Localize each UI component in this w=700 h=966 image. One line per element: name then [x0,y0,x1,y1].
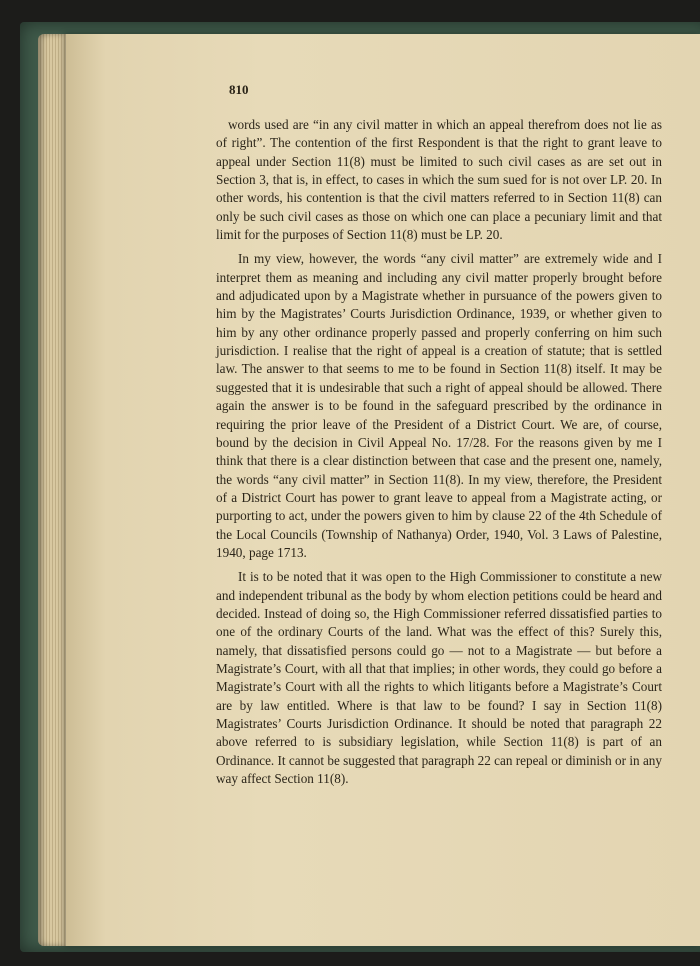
paragraph-1: words used are “in any civil matter in which an appeal therefrom does not lie as of right”. The contention of the first Respondent is that the right to grant leave to appeal under Section 11(8) must be limited to such civil cases as are set out in Section 3, that is, in effect, to cases in which the sum sued for is not over LP. 20. In other words, his contention is that the civil matters referred to in Section 11(8) can only be such civil cases as those on which one can place a pecuniary limit and that limit for the purposes of Section 11(8) must be LP. 20. [216,117,662,243]
page-number: 810 [229,82,249,97]
paragraph-2: In my view, however, the words “any civil matter” are extremely wide and I interpret them as meaning and including any civil matter properly brought before and adjudicated upon by a Magistrate whether in pursuance of the powers given to him by the Magistrates’ Courts Jurisdiction Ordinance, 1939, or whether given to him by any other ordinance properly passed and properly conferring on him such jurisdiction. I realise that the right of appeal is a creation of statute; that is settled law. The answer to that seems to me to be found in Section 11(8) itself. It may be suggested that it is undesirable that such a right of appeal should be allowed. There again the answer is to be found in the safeguard prescribed by the ordinance in requiring the prior leave of the President of a District Court. We are, of course, bound by the decision in Civil Appeal No. 17/28. For the reasons given by me I think that there is a clear distinction between that case and the present one, namely, the words “any civil matter” in Section 11(8). In my view, therefore, the President of a District Court has power to grant leave to appeal from a Magistrate acting, or purporting to act, under the powers given to him by clause 22 of the 4th Schedule of the Local Councils (Township of Nathanya) Order, 1940, Vol. 3 Laws of Palestine, 1940, page 1713. [216,251,662,560]
text-body [216,116,662,794]
paragraph-3: It is to be noted that it was open to the High Commissioner to constitute a new and independent tribunal as the body by whom election petitions could be heard and decided. Instead of doing so, the High Commissioner referred dissatisfied parties to one of the ordinary Courts of the land. What was the effect of this? Surely this, namely, that dissatisfied persons could go — not to a Magistrate — but before a Magistrate’s Court, with all that that implies; in other words, they could go before a Magistrate’s Court with all the rights to which litigants before a Magistrate’s Court are by law entitled. Where is that law to be found? I say in Section 11(8) Magistrates’ Courts Jurisdiction Ordinance. It should be noted that paragraph 22 above referred to is subsidiary legislation, while Section 11(8) is part of an Ordinance. It cannot be suggested that paragraph 22 can repeal or diminish or in any way affect Section 11(8). [216,569,662,787]
